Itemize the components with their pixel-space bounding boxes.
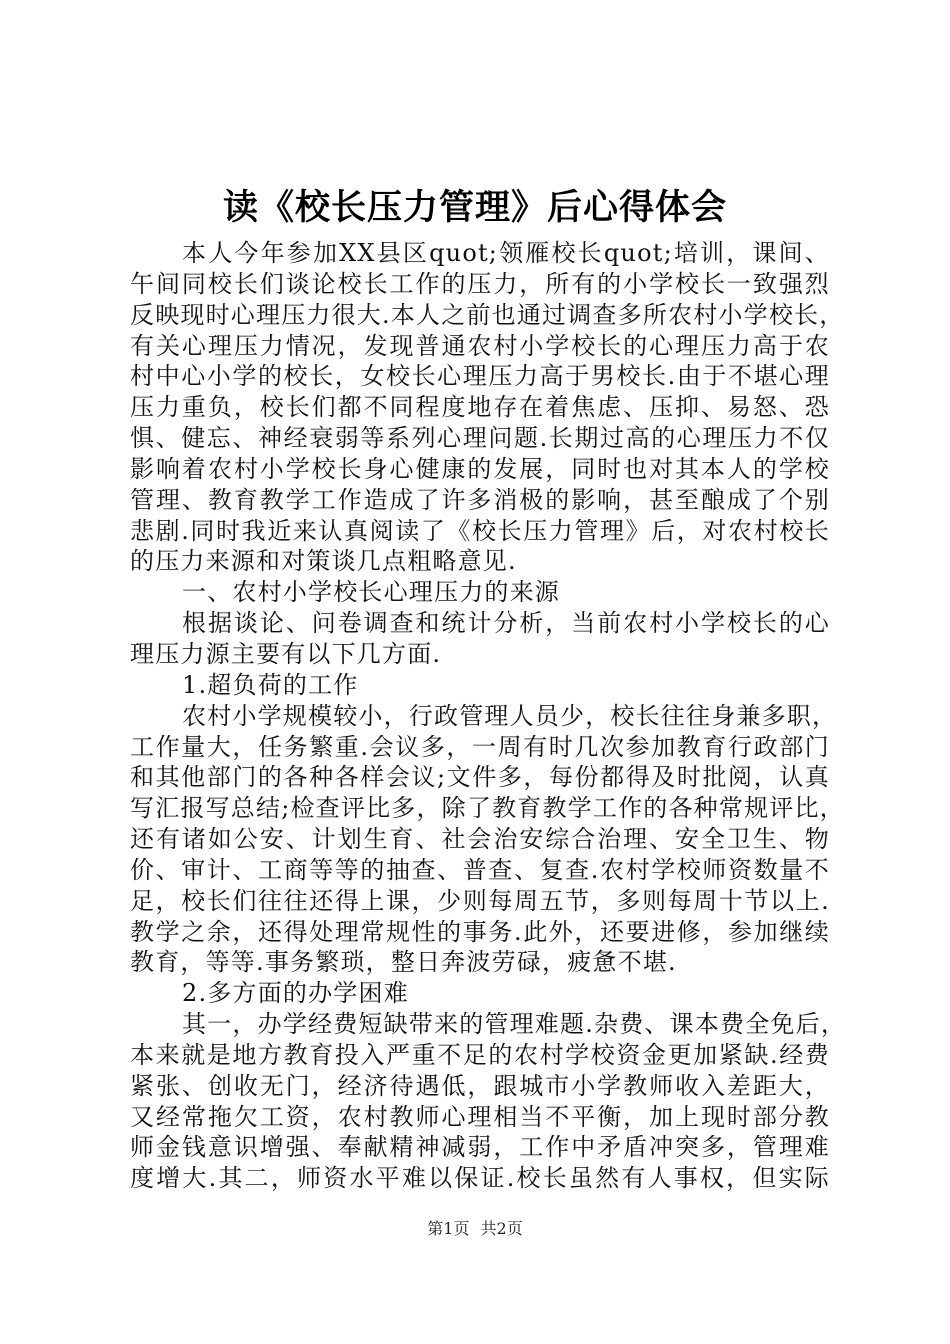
text-line: 压力重负，校长们都不同程度地存在着焦虑、压抑、易怒、恐 [130,393,830,422]
document-body [130,238,847,1194]
text-line: 其一，办学经费短缺带来的管理难题.杂费、课本费全免后， [182,1010,847,1039]
text-line: 一、农村小学校长心理压力的来源 [182,578,560,607]
text-line: 和其他部门的各种各样会议;文件多，每份都得及时批阅，认真 [130,763,830,792]
text-line: 又经常拖欠工资，农村教师心理相当不平衡，加上现时部分教 [130,1102,830,1131]
text-line: 惧、健忘、神经衰弱等系列心理问题.长期过高的心理压力不仅 [130,424,830,453]
text-line: 紧张、创收无门，经济待遇低，跟城市小学教师收入差距大， [130,1071,830,1100]
text-line: 1.超负荷的工作 [182,670,359,699]
text-line: 有关心理压力情况，发现普通农村小学校长的心理压力高于农 [130,331,830,360]
text-line: 的压力来源和对策谈几点粗略意见. [130,547,517,576]
text-line: 本人今年参加XX县区quot;领雁校长quot;培训，课间、 [182,239,830,267]
text-line: 反映现时心理压力很大.本人之前也通过调查多所农村小学校长， [130,300,845,329]
text-line: 管理、教育教学工作造成了许多消极的影响，甚至酿成了个别 [130,485,830,514]
text-line: 村中心小学的校长，女校长心理压力高于男校长.由于不堪心理 [130,362,830,391]
document-title: 读《校长压力管理》后心得体会 [222,188,727,228]
text-line: 足，校长们往往还得上课，少则每周五节，多则每周十节以上. [130,886,830,915]
text-line: 还有诸如公安、计划生育、社会治安综合治理、安全卫生、物 [130,825,830,854]
text-line: 悲剧.同时我近来认真阅读了《校长压力管理》后，对农村校长 [130,516,830,545]
text-line: 2.多方面的办学困难 [182,979,409,1008]
text-line: 工作量大，任务繁重.会议多，一周有时几次参加教育行政部门 [130,732,830,761]
text-line: 教学之余，还得处理常规性的事务.此外，还要进修，参加继续 [130,917,830,946]
page-total: 共2页 [480,1219,523,1238]
page-footer [0,1216,950,1239]
text-line: 教育，等等.事务繁琐，整日奔波劳碌，疲惫不堪. [130,948,677,977]
text-line: 农村小学规模较小，行政管理人员少，校长往往身兼多职， [182,701,838,730]
text-line: 写汇报写总结;检查评比多，除了教育教学工作的各种常规评比， [130,794,845,823]
text-line: 师金钱意识增强、奉献精神减弱，工作中矛盾冲突多，管理难 [130,1133,830,1162]
text-line: 影响着农村小学校长身心健康的发展，同时也对其本人的学校 [130,454,830,483]
text-line: 本来就是地方教育投入严重不足的农村学校资金更加紧缺.经费 [130,1040,830,1069]
text-line: 度增大.其二，师资水平难以保证.校长虽然有人事权，但实际 [130,1164,830,1193]
text-line: 根据谈论、问卷调查和统计分析，当前农村小学校长的心 [182,609,830,638]
text-line: 价、审计、工商等等的抽查、普查、复查.农村学校师资数量不 [130,855,830,884]
page-number: 第1页 [427,1219,470,1238]
text-line: 理压力源主要有以下几方面. [130,639,442,668]
text-line: 午间同校长们谈论校长工作的压力，所有的小学校长一致强烈 [130,269,830,298]
